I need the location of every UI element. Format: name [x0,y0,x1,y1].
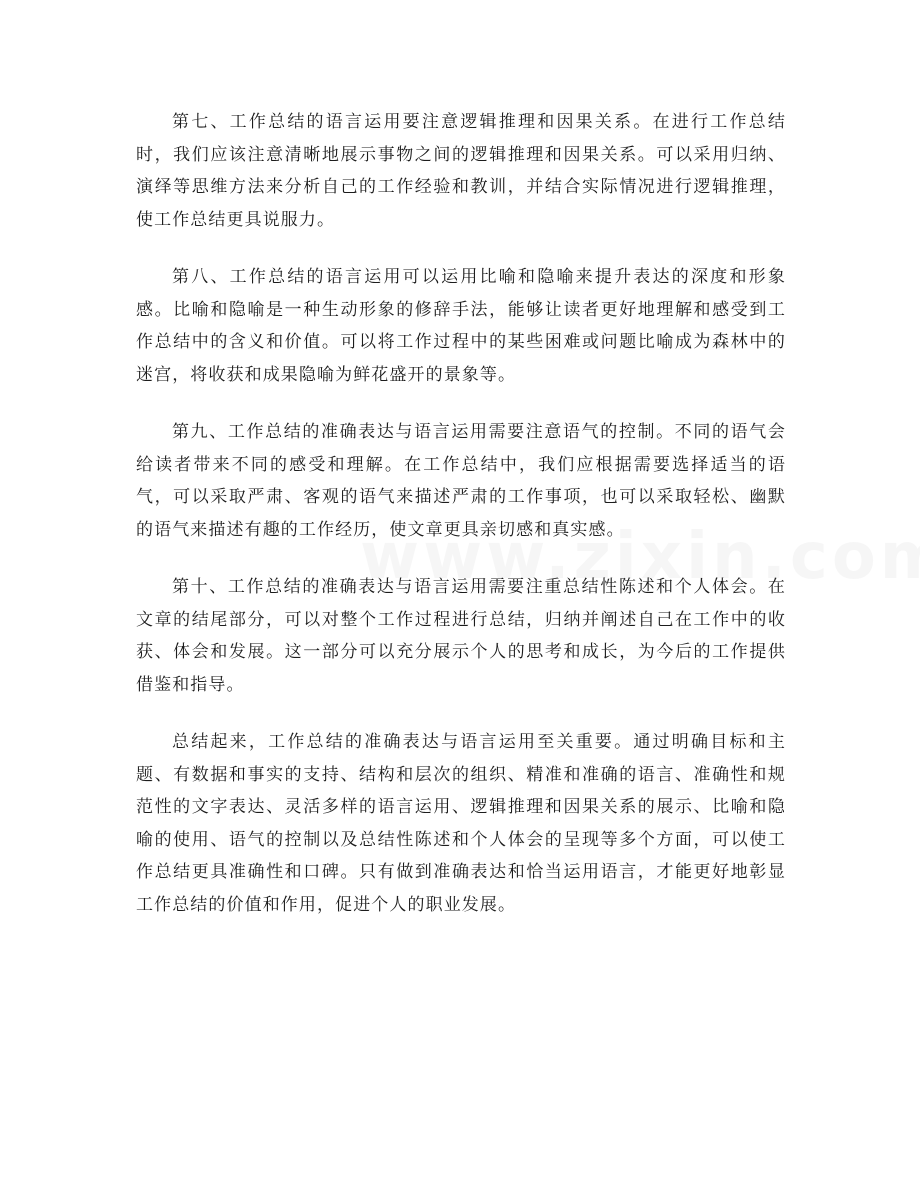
paragraph-9: 第九、工作总结的准确表达与语言运用需要注意语气的控制。不同的语气会给读者带来不同的感受和理解。在工作总结中，我们应根据需要选择适当的语气，可以采取严肃、客观的语气来描述严肃的工作事项，也可以采取轻松、幽默的语气来描述有趣的工作经历，使文章更具亲切感和真实感。 [136,422,786,540]
document-body [136,106,786,946]
paragraph-7: 第七、工作总结的语言运用要注意逻辑推理和因果关系。在进行工作总结时，我们应该注意清晰地展示事物之间的逻辑推理和因果关系。可以采用归纳、演绎等思维方法来分析自己的工作经验和教训，并结合实际情况进行逻辑推理，使工作总结更具说服力。 [136,112,786,230]
paragraph-8: 第八、工作总结的语言运用可以运用比喻和隐喻来提升表达的深度和形象感。比喻和隐喻是一种生动形象的修辞手法，能够让读者更好地理解和感受到工作总结中的含义和价值。可以将工作过程中的某些困难或问题比喻成为森林中的迷宫，将收获和成果隐喻为鲜花盛开的景象等。 [136,267,786,385]
paragraph-10: 第十、工作总结的准确表达与语言运用需要注重总结性陈述和个人体会。在文章的结尾部分，可以对整个工作过程进行总结，归纳并阐述自己在工作中的收获、体会和发展。这一部分可以充分展示个人的思考和成长，为今后的工作提供借鉴和指导。 [136,577,786,695]
paragraph-conclusion: 总结起来，工作总结的准确表达与语言运用至关重要。通过明确目标和主题、有数据和事实的支持、结构和层次的组织、精准和准确的语言、准确性和规范性的文字表达、灵活多样的语言运用、逻辑推理和因果关系的展示、比喻和隐喻的使用、语气的控制以及总结性陈述和个人体会的呈现等多个方面，可以使工作总结更具准确性和口碑。只有做到准确表达和恰当运用语言，才能更好地彰显工作总结的价值和作用，促进个人的职业发展。 [136,732,786,915]
